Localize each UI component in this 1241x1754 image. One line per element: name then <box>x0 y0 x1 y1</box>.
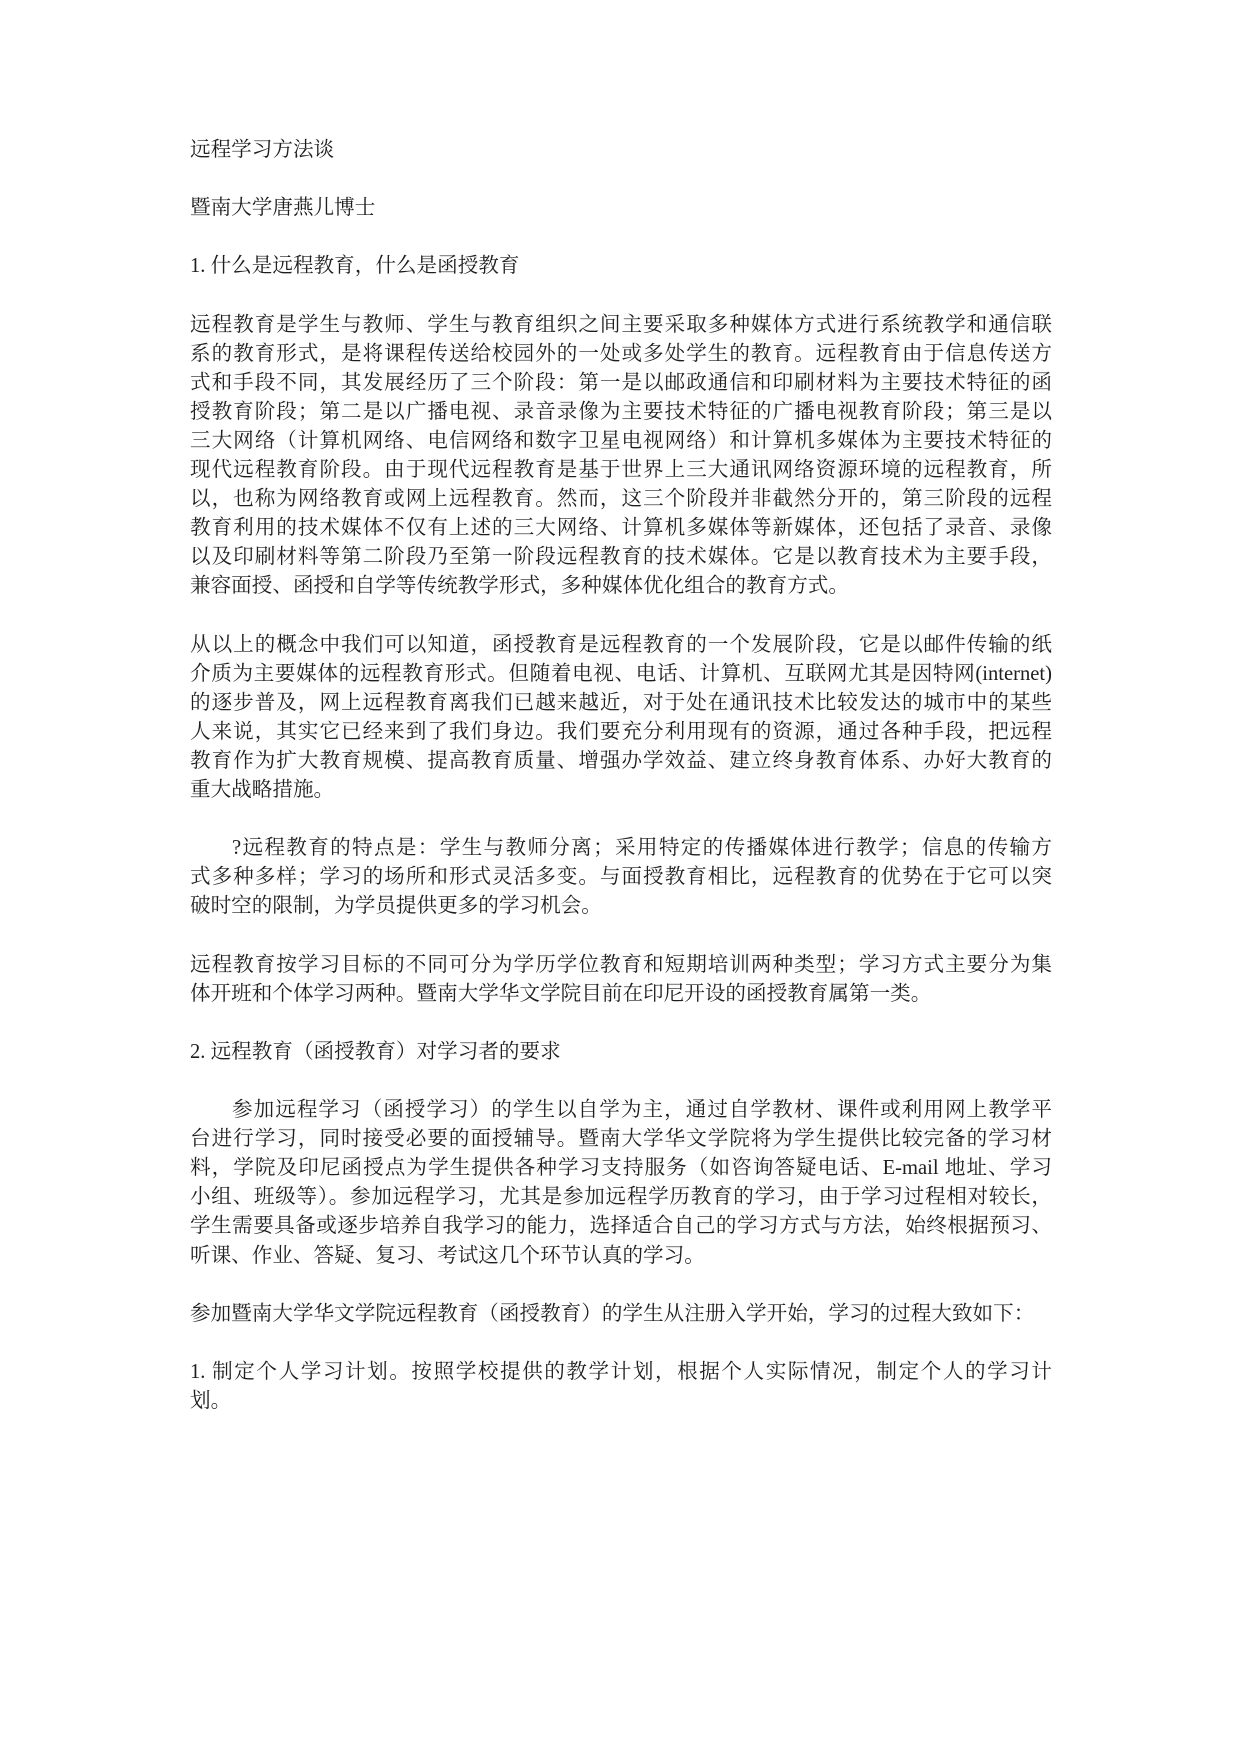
paragraph-line: 从以上的概念中我们可以知道，函授教育是远程教育的一个发展阶段，它是以邮件传输的纸 <box>190 633 1052 656</box>
document-title: 远程学习方法谈 <box>190 139 335 161</box>
paragraph-line: 以，也称为网络教育或网上远程教育。然而，这三个阶段并非截然分开的，第三阶段的远程 <box>190 488 1052 511</box>
paragraph-line: 兼容面授、函授和自学等传统教学形式，多种媒体优化组合的教育方式。 <box>190 575 849 598</box>
paragraph-line: 听课、作业、答疑、复习、考试这几个环节认真的学习。 <box>190 1244 705 1267</box>
paragraph-line: 学生需要具备或逐步培养自我学习的能力，选择适合自己的学习方式与方法，始终根据预习、 <box>190 1215 1052 1238</box>
paragraph-line: 教育作为扩大教育规模、提高教育质量、增强办学效益、建立终身教育体系、办好大教育的 <box>190 749 1052 772</box>
section-heading-block <box>190 1038 1052 1067</box>
paragraph-line: 远程教育按学习目标的不同可分为学历学位教育和短期培训两种类型；学习方式主要分为集 <box>190 953 1052 976</box>
paragraph-line: 台进行学习，同时接受必要的面授辅导。暨南大学华文学院将为学生提供比较完备的学习材 <box>190 1128 1052 1151</box>
paragraph-line: 的逐步普及，网上远程教育离我们已越来越近，对于处在通讯技术比较发达的城市中的某些 <box>190 691 1052 714</box>
paragraph-line: 介质为主要媒体的远程教育形式。但随着电视、电话、计算机、互联网尤其是因特网(internet) <box>190 662 1052 685</box>
document-body <box>190 136 1052 1445</box>
paragraph-line: 授教育阶段；第二是以广播电视、录音录像为主要技术特征的广播电视教育阶段；第三是以 <box>190 400 1052 423</box>
document-author: 暨南大学唐燕儿博士 <box>190 197 376 220</box>
paragraph <box>190 834 1052 921</box>
paragraph-line: 系的教育形式，是将课程传送给校园外的一处或多处学生的教育。远程教育由于信息传送方 <box>190 342 1052 365</box>
paragraph-line: 料，学院及印尼函授点为学生提供各种学习支持服务（如咨询答疑电话、E-mail 地址、学习 <box>190 1157 1052 1180</box>
section-heading: 2. 远程教育（函授教育）对学习者的要求 <box>190 1040 561 1063</box>
paragraph-line: 体开班和个体学习两种。暨南大学华文学院目前在印尼开设的函授教育属第一类。 <box>190 982 932 1005</box>
paragraph-line: 小组、班级等）。参加远程学习，尤其是参加远程学历教育的学习，由于学习过程相对较长， <box>190 1186 1052 1209</box>
author-block <box>190 194 1052 223</box>
paragraph-line: 式和手段不同，其发展经历了三个阶段：第一是以邮政通信和印刷材料为主要技术特征的函 <box>190 371 1052 394</box>
section-heading: 1. 什么是远程教育，什么是函授教育 <box>190 255 520 278</box>
paragraph <box>190 951 1052 1009</box>
paragraph-line: 三大网络（计算机网络、电信网络和数字卫星电视网络）和计算机多媒体为主要技术特征的 <box>190 429 1052 452</box>
paragraph-line: 破时空的限制，为学员提供更多的学习机会。 <box>190 895 602 918</box>
list-item-line: 1. 制定个人学习计划。按照学校提供的教学计划，根据个人实际情况，制定个人的学习计 <box>190 1360 1052 1383</box>
title-block <box>190 136 1052 165</box>
paragraph-line: 参加暨南大学华文学院远程教育（函授教育）的学生从注册入学开始，学习的过程大致如下： <box>190 1302 1035 1325</box>
section-heading-block <box>190 252 1052 281</box>
list-item <box>190 1358 1052 1416</box>
list-item-line: 划。 <box>190 1390 232 1413</box>
paragraph-line: 参加远程学习（函授学习）的学生以自学为主，通过自学教材、课件或利用网上教学平 <box>232 1099 1052 1122</box>
paragraph-line: 式多种多样；学习的场所和形式灵活多变。与面授教育相比，远程教育的优势在于它可以突 <box>190 866 1052 889</box>
paragraph <box>190 1096 1052 1271</box>
paragraph-line: ?远程教育的特点是：学生与教师分离；采用特定的传播媒体进行教学；信息的传输方 <box>232 837 1052 860</box>
paragraph-line: 重大战略措施。 <box>190 779 335 802</box>
paragraph-line: 以及印刷材料等第二阶段乃至第一阶段远程教育的技术媒体。它是以教育技术为主要手段， <box>190 546 1052 569</box>
paragraph-line: 现代远程教育阶段。由于现代远程教育是基于世界上三大通讯网络资源环境的远程教育，所 <box>190 459 1052 482</box>
paragraph <box>190 631 1052 806</box>
paragraph <box>190 311 1052 602</box>
paragraph-line: 人来说，其实它已经来到了我们身边。我们要充分利用现有的资源，通过各种手段，把远程 <box>190 720 1052 743</box>
paragraph <box>190 1300 1052 1329</box>
paragraph-line: 远程教育是学生与教师、学生与教育组织之间主要采取多种媒体方式进行系统教学和通信联 <box>190 313 1052 336</box>
paragraph-line: 教育利用的技术媒体不仅有上述的三大网络、计算机多媒体等新媒体，还包括了录音、录像 <box>190 517 1052 540</box>
